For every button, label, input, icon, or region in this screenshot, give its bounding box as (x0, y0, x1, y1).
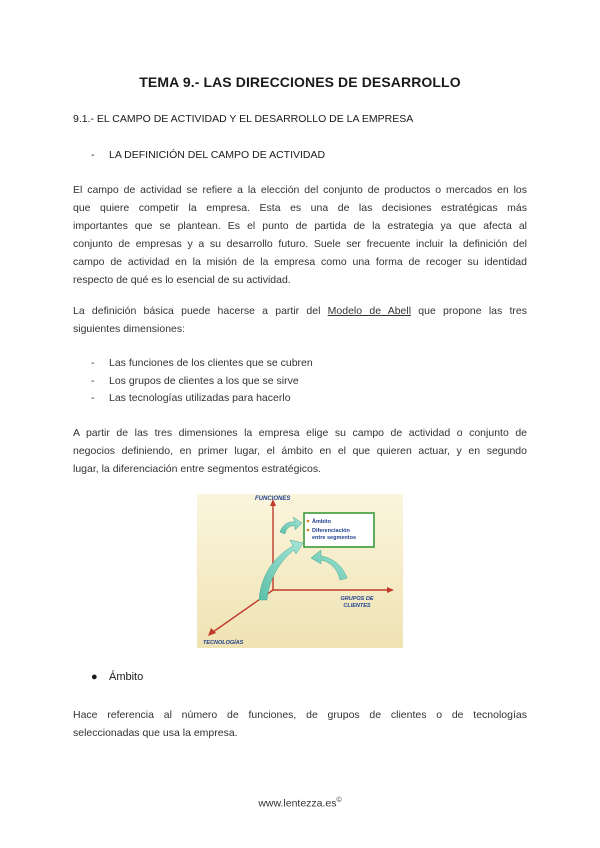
subsection-heading (91, 149, 325, 161)
dimensions-list (91, 355, 313, 408)
paragraph-line: conjunto de empresas y a su desarrollo futuro. Suele ser frecuente incluir la definición del (73, 238, 527, 250)
paragraph-4 (73, 706, 527, 742)
abell-model-figure (197, 494, 403, 648)
paragraph-line: A partir de las tres dimensiones la empresa elige su campo de actividad o conjunto de (73, 427, 527, 439)
list-item-text: Las funciones de los clientes que se cubren (109, 357, 313, 369)
page-title: TEMA 9.- LAS DIRECCIONES DE DESARROLLO (139, 74, 461, 90)
axis-label-tecnologias: TECNOLOGÍAS (203, 640, 244, 646)
paragraph-line: negocios definiendo, en primer lugar, el ámbito en el que quieren actuar, y en segundo (73, 445, 527, 457)
paragraph-line: seleccionadas que usa la empresa. (73, 727, 238, 739)
list-item (91, 355, 313, 373)
footer-url[interactable]: www.lentezza.es (258, 797, 337, 810)
paragraph-1 (73, 181, 527, 289)
list-item-text: Los grupos de clientes a los que se sirve (109, 374, 299, 387)
paragraph-line (73, 302, 527, 320)
modelo-abell-link[interactable]: Modelo de Abell (327, 305, 412, 317)
bullet-heading (91, 671, 143, 683)
paragraph-3 (73, 424, 527, 478)
paragraph-line: siguientes dimensiones: (73, 323, 186, 335)
paragraph-line: lugar, la diferenciación entre segmentos estratégicos. (73, 463, 322, 475)
list-item (91, 390, 313, 408)
paragraph-line: que quiere competir la empresa. Esta es una de las decisiones estratégicas más (73, 202, 527, 214)
bullet-dot: ● (91, 671, 98, 683)
paragraph-text: La definición básica puede hacerse a partir del (73, 305, 328, 317)
box-bullet (307, 520, 310, 523)
section-heading: 9.1.- EL CAMPO DE ACTIVIDAD Y EL DESARROLLO DE LA EMPRESA (73, 113, 414, 125)
box-item-ambito: Ámbito (312, 519, 331, 525)
box-item-segmentos: entre segmentos (312, 535, 357, 541)
subsection-text: LA DEFINICIÓN DEL CAMPO DE ACTIVIDAD (109, 149, 326, 161)
paragraph-line: Hace referencia al número de funciones, de grupos de clientes o de tecnologías (73, 709, 527, 721)
list-dash: - (91, 374, 95, 387)
paragraph-line: respecto de qué es lo esencial de su actividad. (73, 274, 291, 286)
box-bullet (307, 529, 310, 532)
subsection-dash: - (91, 149, 95, 161)
axis-label-funciones: FUNCIONES (255, 496, 291, 502)
paragraph-line: importantes que se plantean. Es el punto de partida de la estrategia ya que afecta al (73, 220, 527, 232)
list-dash: - (91, 357, 95, 369)
list-item (91, 373, 313, 391)
axis-label-clientes: CLIENTES (343, 603, 371, 609)
axis-label-grupos: GRUPOS DE (340, 596, 374, 602)
paragraph-line: El campo de actividad se refiere a la elección del conjunto de productos o mercados en los (73, 184, 527, 196)
paragraph-text: que propone las tres (411, 305, 527, 317)
list-item-text: Las tecnologías utilizadas para hacerlo (109, 392, 291, 404)
paragraph-2 (73, 302, 527, 338)
bullet-heading-text: Ámbito (109, 671, 144, 683)
box-item-diferenciacion: Diferenciación (312, 528, 350, 534)
paragraph-line: campo de actividad en la misión de la empresa como una forma de recoger su identidad (73, 256, 527, 268)
page-footer (0, 797, 600, 810)
copyright-mark: © (336, 797, 342, 804)
list-dash: - (91, 392, 95, 404)
